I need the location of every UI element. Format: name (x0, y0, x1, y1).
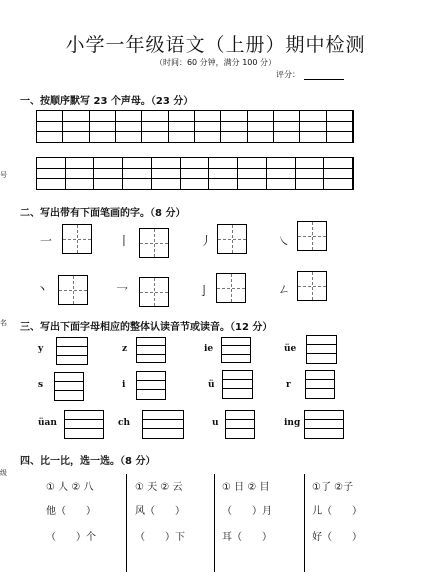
letter-label: u (212, 418, 219, 428)
pinyin-box[interactable] (64, 410, 104, 439)
section-2-heading: 二、写出带有下面笔画的字。（8 分） (20, 208, 186, 219)
letter-label: ie (204, 344, 214, 354)
section-3-heading: 三、写出下面字母相应的整体认读音节或读音。（12 分） (20, 322, 273, 333)
letter-label: s (38, 380, 44, 390)
pinyin-box[interactable] (54, 372, 84, 401)
tianzige-box[interactable] (139, 228, 169, 258)
tianzige-box[interactable] (62, 224, 92, 254)
group-3-blank-2[interactable]: 耳（ ） (222, 532, 272, 543)
letter-label: üe (284, 344, 297, 354)
section-1-heading: 一、按顺序默写 23 个声母。（23 分） (20, 96, 194, 107)
pinyin-box[interactable] (225, 410, 255, 439)
group-1-blank-1[interactable]: 他（ ） (46, 506, 96, 517)
pinyin-box[interactable] (222, 370, 253, 399)
stroke-pie: 丿 (200, 234, 213, 248)
stroke-piezhe: ㄥ (278, 282, 291, 296)
pinyin-box[interactable] (136, 337, 166, 363)
tianzige-box[interactable] (216, 273, 246, 303)
group-1-blank-2[interactable]: （ ）个 (46, 532, 96, 543)
score-field (276, 69, 344, 80)
pinyin-box[interactable] (142, 410, 184, 439)
tianzige-box[interactable] (217, 224, 247, 254)
score-blank[interactable] (304, 70, 344, 80)
stroke-na: ㇏ (278, 234, 291, 248)
stroke-hengzhe: 乛 (116, 286, 129, 300)
letter-label: üan (38, 418, 57, 428)
column-divider (126, 474, 127, 572)
pinyin-box[interactable] (136, 371, 166, 400)
section-4-heading: 四、比一比，选一选。（8 分） (20, 456, 156, 467)
tianzige-box[interactable] (139, 277, 169, 307)
letter-label: ch (118, 418, 131, 428)
margin-mark-2: 名 (0, 319, 7, 327)
tianzige-box[interactable] (297, 221, 327, 251)
group-2-blank-1[interactable]: 风（ ） (135, 506, 185, 517)
writing-grid-row-1[interactable] (36, 110, 354, 143)
letter-label: i (122, 380, 126, 390)
group-4-options: ①了 ②子 (312, 482, 354, 493)
group-3-options: ① 日 ② 目 (222, 482, 270, 493)
group-3-blank-1[interactable]: （ ）月 (222, 506, 272, 517)
page-title: 小学一年级语文（上册）期中检测 (65, 34, 366, 56)
pinyin-box[interactable] (306, 335, 337, 364)
tianzige-box[interactable] (297, 271, 327, 301)
margin-mark-1: 号 (0, 171, 7, 179)
margin-mark-3: 级 (0, 469, 7, 477)
group-2-options: ① 天 ② 云 (135, 482, 183, 493)
writing-grid-row-2[interactable] (36, 157, 354, 190)
pinyin-box[interactable] (56, 337, 88, 365)
group-4-blank-1[interactable]: 儿（ ） (312, 506, 362, 517)
letter-label: r (286, 380, 291, 390)
exam-subtitle: （时间：60 分钟，满分 100 分） (154, 58, 277, 67)
column-divider (304, 474, 305, 572)
pinyin-box[interactable] (304, 410, 344, 439)
column-divider (214, 474, 215, 572)
letter-label: ing (284, 418, 301, 428)
stroke-heng: 一 (40, 234, 53, 248)
group-2-blank-2[interactable]: （ ）下 (135, 532, 185, 543)
stroke-shu: 丨 (118, 234, 131, 248)
tianzige-box[interactable] (58, 275, 88, 305)
score-label: 评分： (276, 70, 300, 79)
letter-label: y (38, 344, 44, 354)
letter-label: ü (208, 380, 215, 390)
letter-label: z (122, 344, 128, 354)
pinyin-box[interactable] (221, 337, 251, 363)
group-4-blank-2[interactable]: 好（ ） (312, 532, 362, 543)
stroke-shugou: 亅 (198, 284, 211, 298)
stroke-dian: 丶 (36, 282, 49, 296)
pinyin-box[interactable] (305, 370, 335, 399)
group-1-options: ① 人 ② 八 (46, 482, 94, 493)
